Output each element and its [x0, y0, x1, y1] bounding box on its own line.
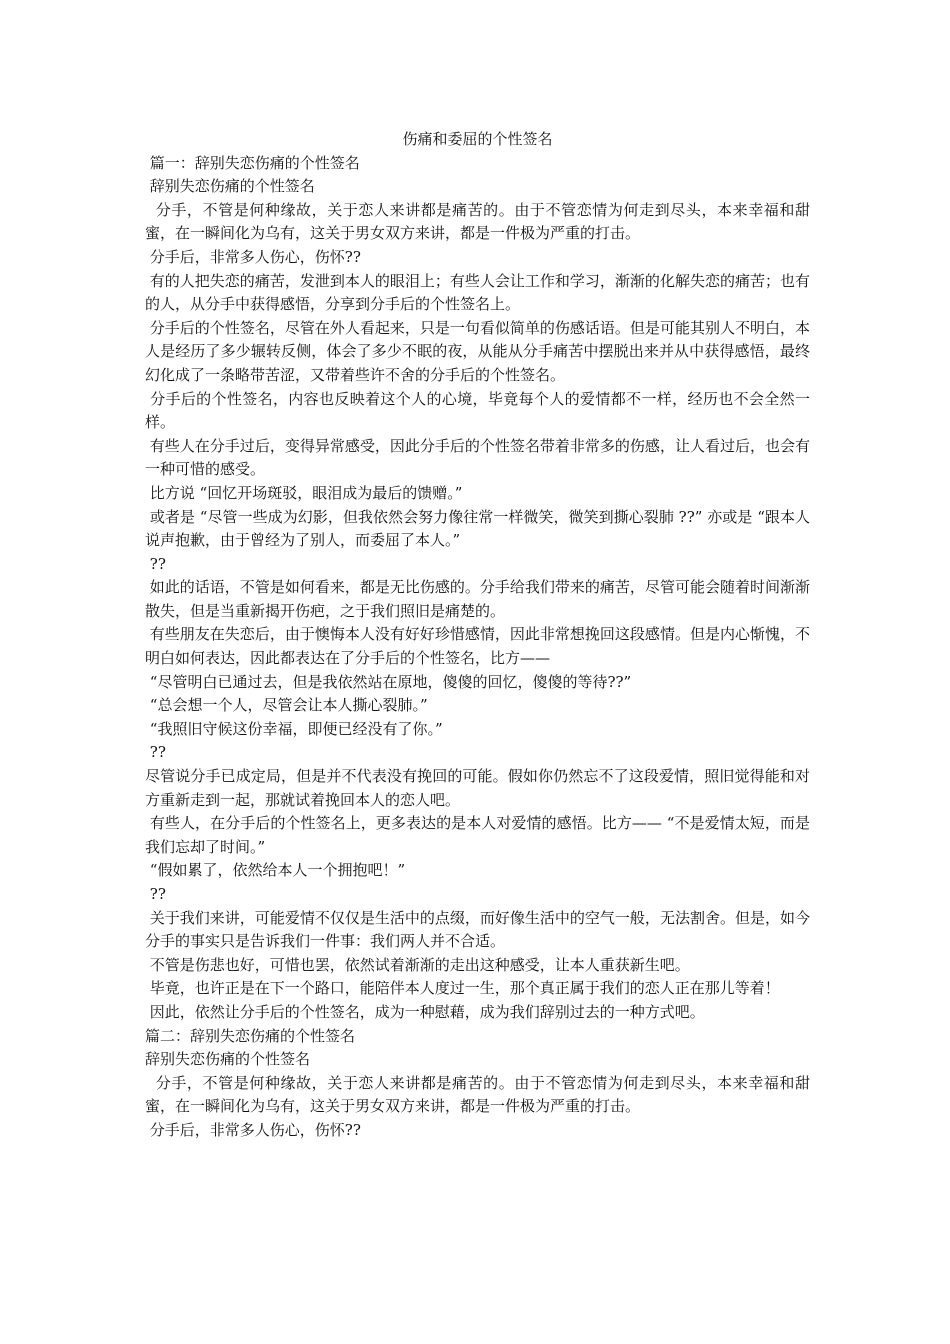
- paragraph: 分手，不管是何种缘故，关于恋人来讲都是痛苦的。由于不管恋情为何走到尽头，本来幸福和甜蜜，在一瞬间化为乌有，这关于男女双方来讲，都是一件极为严重的打击。: [145, 200, 810, 243]
- paragraph: 分手后的个性签名，内容也反映着这个人的心境，毕竟每个人的爱情都不一样，经历也不会全然一样。: [145, 389, 810, 432]
- paragraph: 有的人把失恋的痛苦，发泄到本人的眼泪上；有些人会让工作和学习，渐渐的化解失恋的痛苦；也有的人，从分手中获得感悟，分享到分手后的个性签名上。: [145, 271, 810, 314]
- paragraph: ??: [145, 554, 166, 573]
- paragraph: 毕竟，也许正是在下一个路口，能陪伴本人度过一生，那个真正属于我们的恋人正在那儿等着！: [145, 979, 780, 998]
- paragraph: 比方说 “回忆开场斑驳，眼泪成为最后的馈赠。”: [145, 483, 463, 502]
- paragraph: “尽管明白已通过去，但是我依然站在原地，傻傻的回忆，傻傻的等待??”: [145, 672, 632, 691]
- paragraph: 辞别失恋伤痛的个性签名: [145, 1050, 311, 1069]
- paragraph: 分手，不管是何种缘故，关于恋人来讲都是痛苦的。由于不管恋情为何走到尽头，本来幸福和甜蜜，在一瞬间化为乌有，这关于男女双方来讲，都是一件极为严重的打击。: [145, 1073, 810, 1116]
- paragraph: 篇二：辞别失恋伤痛的个性签名: [145, 1026, 356, 1045]
- paragraph: ??: [145, 743, 166, 762]
- paragraph: ??: [145, 885, 166, 903]
- document-body: [145, 152, 810, 1143]
- paragraph: 或者是 “尽管一些成为幻影，但我依然会努力像往常一样微笑，微笑到撕心裂肺 ??” 亦或是 “跟本人说声抱歉，由于曾经为了别人，而委屈了本人。”: [145, 507, 810, 550]
- paragraph: 有些人，在分手后的个性签名上，更多表达的是本人对爱情的感悟。比方—— “不是爱情太短，而是我们忘却了时间。”: [145, 814, 810, 856]
- paragraph: 尽管说分手已成定局，但是并不代表没有挽回的可能。假如你仍然忘不了这段爱情，照旧觉得能和对方重新走到一起，那就试着挽回本人的恋人吧。: [145, 767, 810, 809]
- paragraph: 有些人在分手过后，变得异常感受，因此分手后的个性签名带着非常多的伤感，让人看过后，也会有一种可惜的感受。: [145, 436, 810, 479]
- document-title: 伤痛和委屈的个性签名: [402, 130, 553, 148]
- paragraph: “我照旧守候这份幸福，即便已经没有了你。”: [145, 719, 443, 738]
- paragraph: “总会想一个人，尽管会让本人撕心裂肺。”: [145, 696, 428, 715]
- paragraph: 有些朋友在失恋后，由于懊悔本人没有好好珍惜感情，因此非常想挽回这段感情。但是内心惭愧，不明白如何表达，因此都表达在了分手后的个性签名，比方——: [145, 625, 810, 668]
- paragraph: “假如累了，依然给本人一个拥抱吧！”: [145, 861, 406, 880]
- paragraph: 因此，依然让分手后的个性签名，成为一种慰藉，成为我们辞别过去的一种方式吧。: [145, 1002, 705, 1021]
- paragraph: 辞别失恋伤痛的个性签名: [145, 177, 315, 196]
- paragraph: 分手后，非常多人伤心，伤怀??: [145, 1120, 361, 1139]
- paragraph: 分手后的个性签名，尽管在外人看起来，只是一句看似简单的伤感话语。但是可能其别人不明白，本人是经历了多少辗转反侧，体会了多少不眠的夜，从能从分手痛苦中摆脱出来并从中获得感悟，最终幻化成了一条略带苦涩，又带着些许不舍的分手后的个性签名。: [145, 318, 810, 384]
- paragraph: 关于我们来讲，可能爱情不仅仅是生活中的点缀，而好像生活中的空气一般，无法割舍。但是，如今分手的事实只是告诉我们一件事：我们两人并不合适。: [145, 908, 810, 951]
- paragraph: 分手后，非常多人伤心，伤怀??: [145, 247, 361, 266]
- paragraph: 不管是伤悲也好，可惜也罢，依然试着渐渐的走出这种感受，让本人重获新生吧。: [145, 955, 690, 974]
- paragraph: 篇一：辞别失恋伤痛的个性签名: [145, 153, 360, 172]
- paragraph: 如此的话语，不管是如何看来，都是无比伤感的。分手给我们带来的痛苦，尽管可能会随着时间渐渐散失，但是当重新揭开伤疤，之于我们照旧是痛楚的。: [145, 578, 810, 620]
- document-page: [145, 128, 810, 1143]
